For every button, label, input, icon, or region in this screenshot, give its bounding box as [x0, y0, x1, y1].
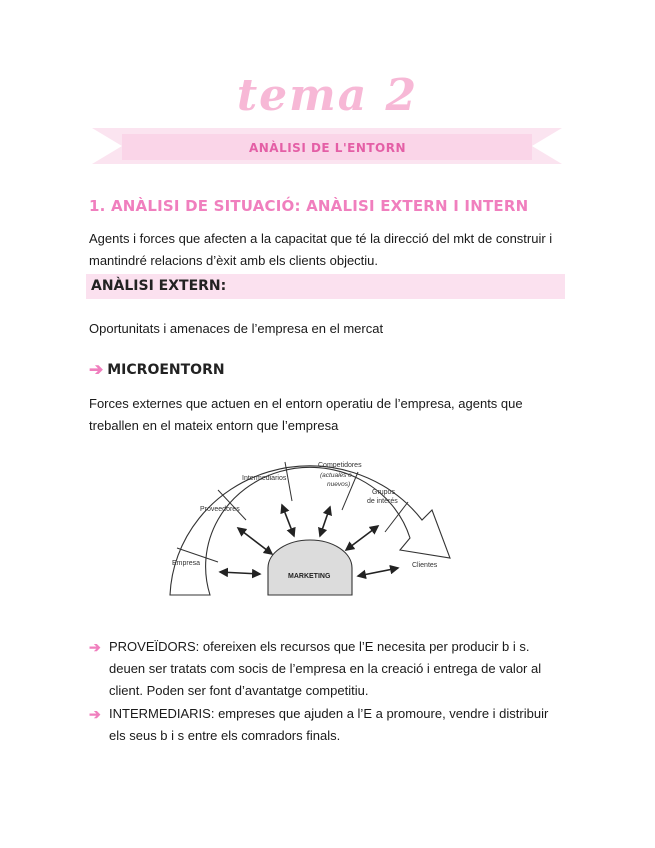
- section-intro: Agents i forces que afecten a la capacitat que té la direcció del mkt de construir i mantindré relacions d’èxit amb els clients objectiu.: [89, 231, 553, 268]
- extern-text: Oportunitats i amenaces de l’empresa en el mercat: [89, 321, 384, 336]
- segment-label: Grupos: [372, 489, 395, 496]
- microentorn-diagram: [160, 450, 480, 610]
- page-subtitle: ANÀLISI DE L'ENTORN: [248, 141, 407, 155]
- segment-note: nuevos): [327, 481, 351, 488]
- segment-label: Clientes: [412, 562, 438, 569]
- right-arrow-icon: ➔: [89, 360, 104, 379]
- segment-label: de interés: [367, 498, 398, 505]
- right-arrow-icon: ➔: [89, 639, 101, 655]
- list-item-text: PROVEÏDORS: ofereixen els recursos que l’E necesita per producir b i s. deuen ser tratats com socis de l’empresa en la creació i entrega de valor al client. Poden ser font d’avantatge competitiu.: [109, 639, 542, 698]
- segment-label: Proveedores: [200, 506, 240, 513]
- segment-note: (actuales o: [320, 472, 352, 479]
- segment-label: Empresa: [172, 560, 201, 567]
- list-item: [89, 636, 567, 702]
- marketing-label: MARKETING: [288, 573, 331, 580]
- microentorn-heading: MICROENTORN: [107, 361, 225, 378]
- section-heading: 1. ANÀLISI DE SITUACIÓ: ANÀLISI EXTERN I INTERN: [89, 197, 529, 215]
- segment-label: Competidores: [318, 462, 362, 469]
- microentorn-heading-row: [89, 361, 225, 378]
- right-arrow-icon: ➔: [89, 706, 101, 722]
- list-item-text: INTERMEDIARIS: empreses que ajuden a l’E a promoure, vendre i distribuir els seus b i s entre els comradors finals.: [109, 706, 549, 743]
- segment-label: Intermediarios: [242, 475, 287, 482]
- extern-heading: ANÀLISI EXTERN:: [91, 278, 227, 294]
- marketing-dome: [268, 540, 352, 595]
- microentorn-text: Forces externes que actuen en el entorn operatiu de l’empresa, agents que treballen en el mateix entorn que l’empresa: [89, 396, 523, 433]
- page-title: tema 2: [236, 70, 419, 121]
- list-item: [89, 703, 567, 747]
